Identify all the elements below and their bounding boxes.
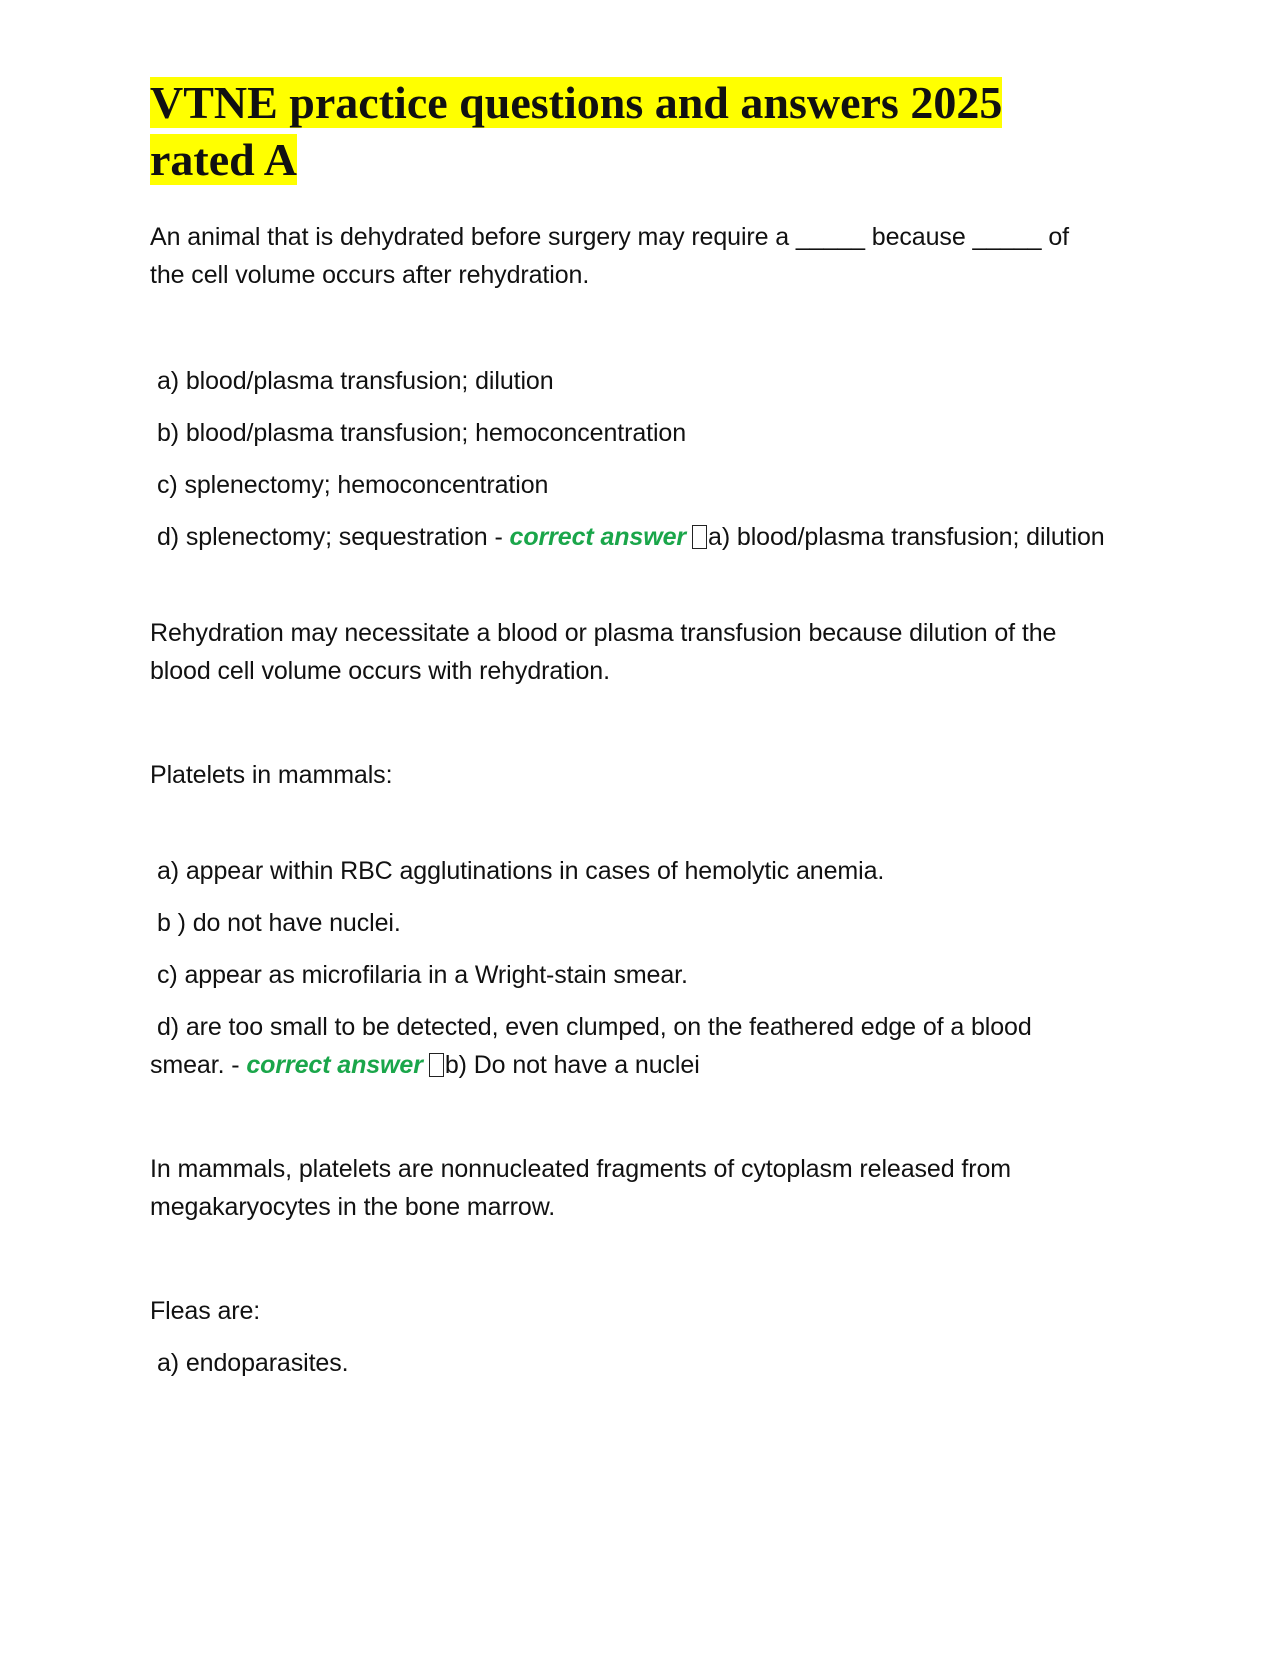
question-1-stem: An animal that is dehydrated before surgery may require a _____ because _____ of the cell volume occurs after rehydration.: [150, 223, 1069, 289]
question-2-option-d-with-answer: [150, 1008, 1110, 1084]
question-1-option-d-with-answer: [150, 518, 1110, 556]
question-2-answer: b) Do not have a nuclei: [444, 1051, 700, 1079]
question-1-option-a: a) blood/plasma transfusion; dilution: [157, 367, 554, 395]
question-1-answer: a) blood/plasma transfusion; dilution: [708, 523, 1105, 551]
question-3-stem: Fleas are:: [150, 1297, 261, 1325]
question-2-stem: Platelets in mammals:: [150, 761, 393, 789]
question-2-option-b: b ) do not have nuclei.: [157, 909, 401, 937]
question-1-option-c: c) splenectomy; hemoconcentration: [157, 471, 549, 499]
document-title: [150, 74, 1080, 188]
missing-glyph-box-icon: [429, 1053, 444, 1077]
correct-answer-label: correct answer: [509, 523, 687, 551]
question-1-option-b: b) blood/plasma transfusion; hemoconcentration: [157, 419, 687, 447]
question-2-option-a: a) appear within RBC agglutinations in cases of hemolytic anemia.: [157, 857, 885, 885]
correct-answer-label: correct answer: [246, 1051, 423, 1079]
title-highlight: VTNE practice questions and answers 2025 rated A: [150, 77, 1003, 185]
missing-glyph-box-icon: [692, 525, 707, 549]
question-3-option-a: a) endoparasites.: [157, 1349, 349, 1377]
question-1-explanation: Rehydration may necessitate a blood or plasma transfusion because dilution of the blood cell volume occurs with rehydration.: [150, 619, 1057, 685]
question-2-option-d: d) are too small to be detected, even clumped, on the feathered edge of a blood smear. -: [150, 1013, 1032, 1079]
document-page: [150, 74, 1110, 1382]
question-1-option-d: d) splenectomy; sequestration -: [157, 523, 503, 551]
question-2-option-c: c) appear as microfilaria in a Wright-stain smear.: [157, 961, 688, 989]
question-2-explanation: In mammals, platelets are nonnucleated fragments of cytoplasm released from megakaryocytes in the bone marrow.: [150, 1155, 1011, 1221]
